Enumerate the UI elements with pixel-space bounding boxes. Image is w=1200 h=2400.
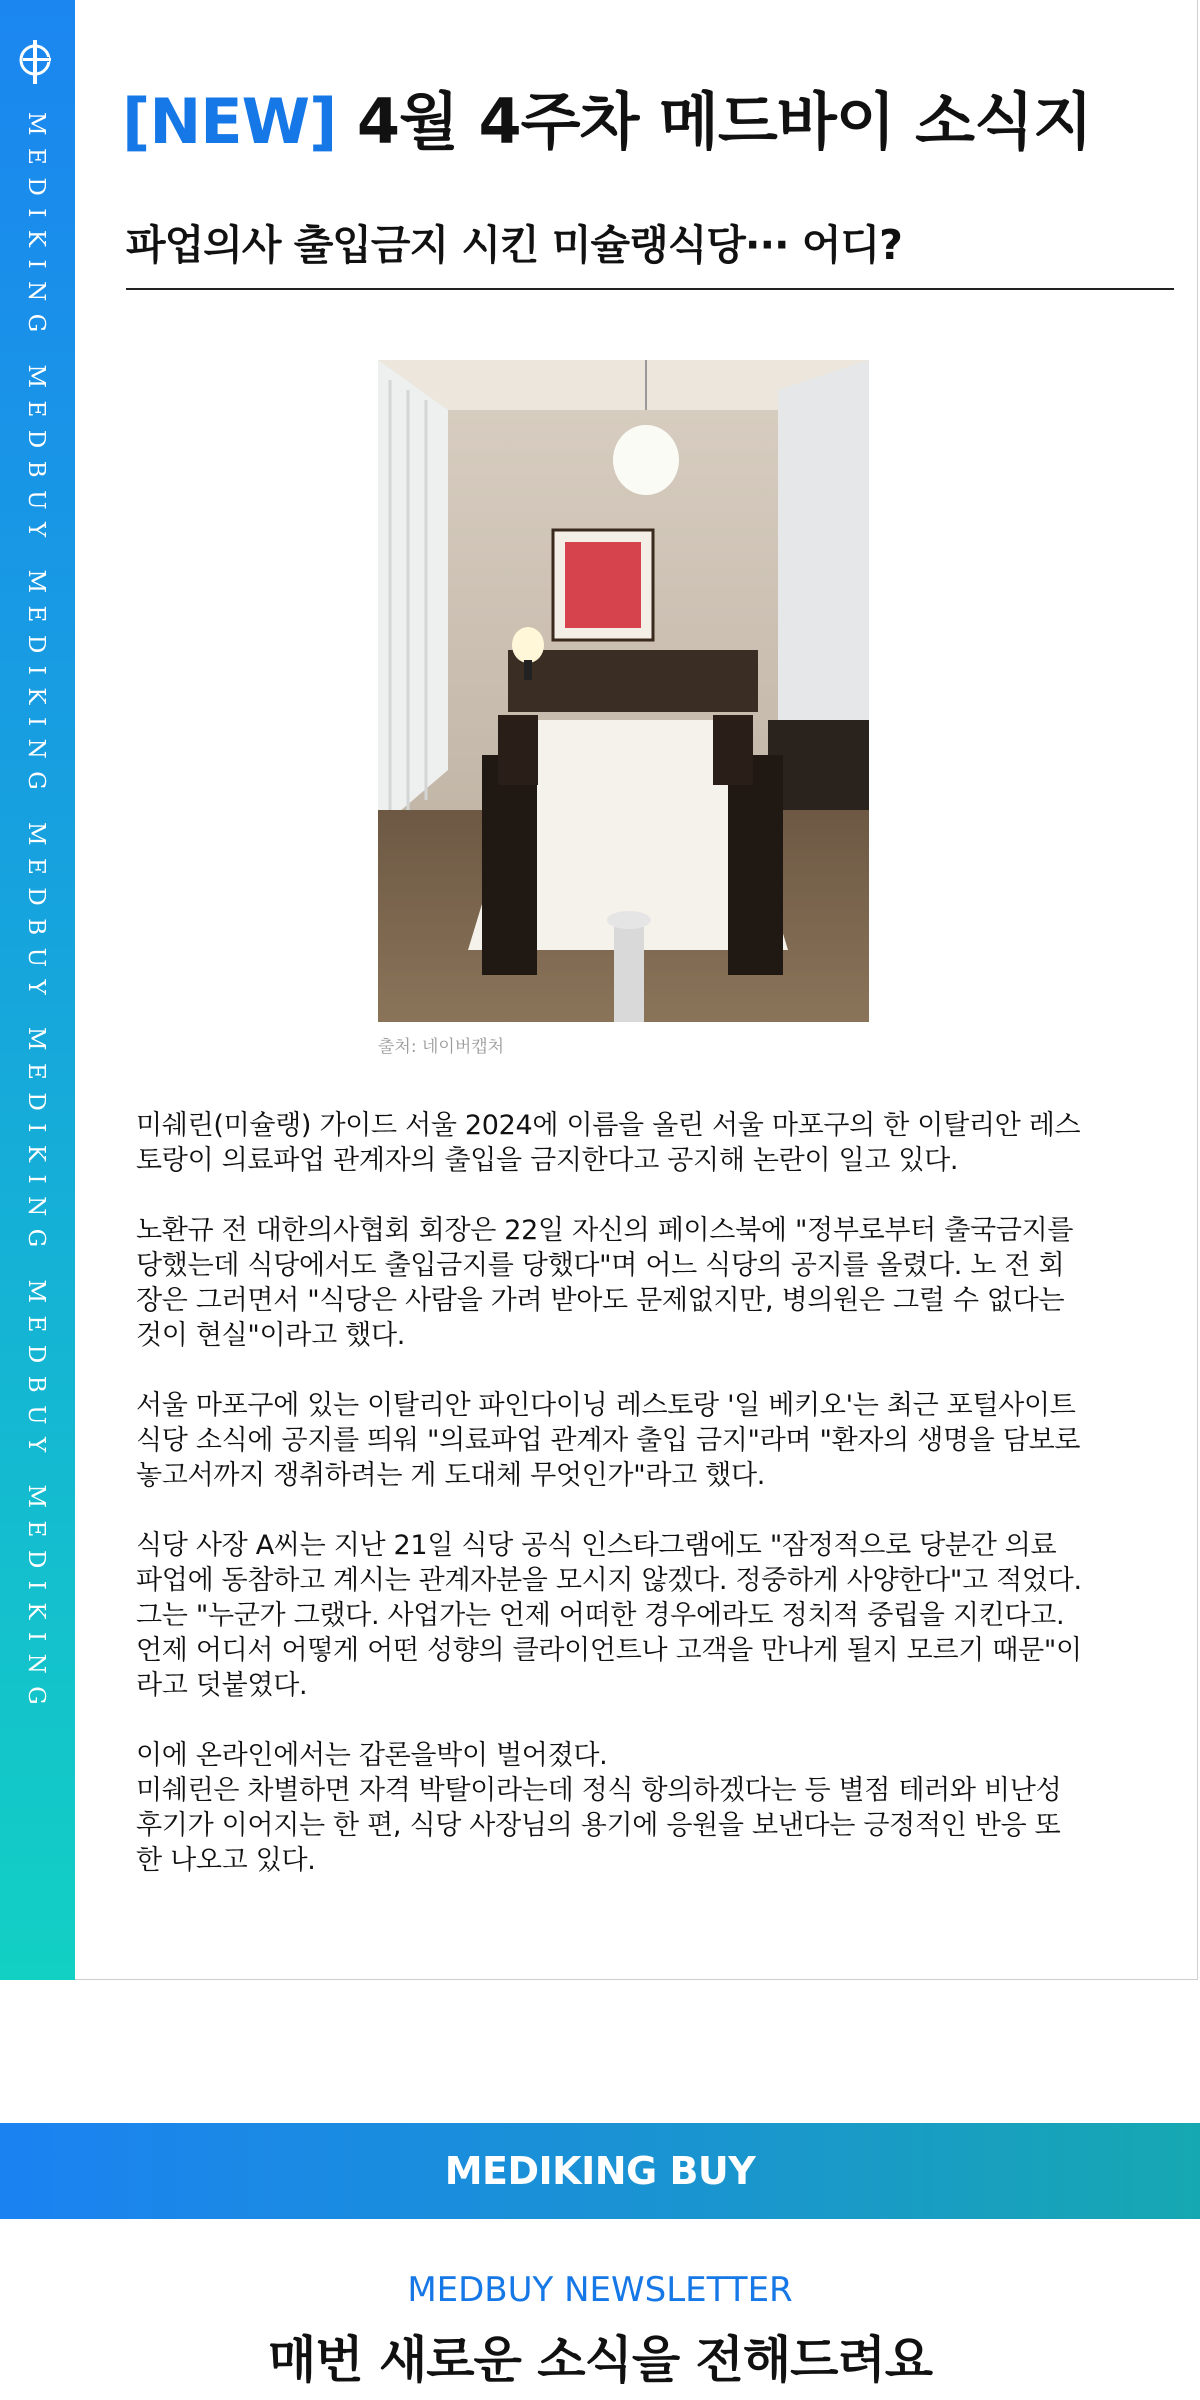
text-line: 토랑이 의료파업 관계자의 출입을 금지한다고 공지해 논란이 일고 있다. [136, 1145, 959, 1176]
newsletter-tagline: 매번 새로운 소식을 전해드려요 [267, 2331, 933, 2389]
text-line: 그는 "누군가 그랬다. 사업가는 언제 어떠한 경우에라도 정치적 중립을 지킨다고. [136, 1600, 1065, 1631]
new-tag: [NEW] [122, 85, 337, 158]
mediking-logo-icon [15, 36, 59, 88]
text-line: 장은 그러면서 "식당은 사람을 가려 받아도 문제없지만, 병의원은 그럴 수 없다는 [136, 1285, 1065, 1316]
title-text: 4월 4주차 메드바이 소식지 [356, 85, 1092, 158]
brand-vertical-text: MEDIKING MEDBUY MEDIKING MEDBUY MEDIKING MEDBUY MEDIKING [23, 112, 49, 1718]
article-body [136, 1108, 1146, 1913]
paragraph [136, 1213, 1146, 1353]
newsletter-label: MEDBUY NEWSLETTER [407, 2270, 793, 2310]
headline-divider [126, 288, 1174, 290]
text-line: 미쉐린(미슐랭) 가이드 서울 2024에 이름을 올린 서울 마포구의 한 이탈리안 레스 [136, 1110, 1081, 1141]
text-line: 것이 현실"이라고 했다. [136, 1320, 406, 1351]
text-line: 후기가 이어지는 한 편, 식당 사장님의 용기에 응원을 보낸다는 긍정적인 반응 또 [136, 1810, 1061, 1841]
text-line: 언제 어디서 어떻게 어떤 성향의 클라이언트나 고객을 만나게 될지 모르기 때문"이 [136, 1635, 1082, 1666]
text-line: 당했는데 식당에서도 출입금지를 당했다"며 어느 식당의 공지를 올렸다. 노 전 회 [136, 1250, 1065, 1281]
banner-label: MEDIKING BUY [444, 2149, 756, 2193]
text-line: 식당 소식에 공지를 띄워 "의료파업 관계자 출입 금지"라며 "환자의 생명을 담보로 [136, 1425, 1081, 1456]
paragraph [136, 1388, 1146, 1493]
paragraph [136, 1528, 1146, 1703]
paragraph [136, 1738, 1146, 1878]
text-line: 서울 마포구에 있는 이탈리안 파인다이닝 레스토랑 '일 베키오'는 최근 포털사이트 [136, 1390, 1076, 1421]
paragraph [136, 1108, 1146, 1178]
text-line: 이에 온라인에서는 갑론을박이 벌어졌다. [136, 1740, 608, 1771]
text-line: 놓고서까지 쟁취하려는 게 도대체 무엇인가"라고 했다. [136, 1460, 766, 1491]
page-title [122, 72, 1092, 161]
text-line: 노환규 전 대한의사협회 회장은 22일 자신의 페이스북에 "정부로부터 출국금지를 [136, 1215, 1074, 1246]
mediking-buy-banner[interactable] [0, 2123, 1200, 2219]
text-line: 라고 덧붙였다. [136, 1670, 308, 1701]
text-line: 식당 사장 A씨는 지난 21일 식당 공식 인스타그램에도 "잠정적으로 당분간 의료 [136, 1530, 1057, 1561]
photo-caption: 출처: 네이버캡처 [378, 1037, 505, 1057]
text-line: 미쉐린은 차별하면 자격 박탈이라는데 정식 항의하겠다는 등 별점 테러와 비난성 [136, 1775, 1062, 1806]
article-headline: 파업의사 출입금지 시킨 미슐랭식당··· 어디? [126, 221, 902, 269]
brand-sidebar [0, 0, 75, 1980]
text-line: 한 나오고 있다. [136, 1845, 316, 1876]
restaurant-photo [378, 360, 869, 1022]
text-line: 파업에 동참하고 계시는 관계자분을 모시지 않겠다. 정중하게 사양한다"고 적었다. [136, 1565, 1082, 1596]
